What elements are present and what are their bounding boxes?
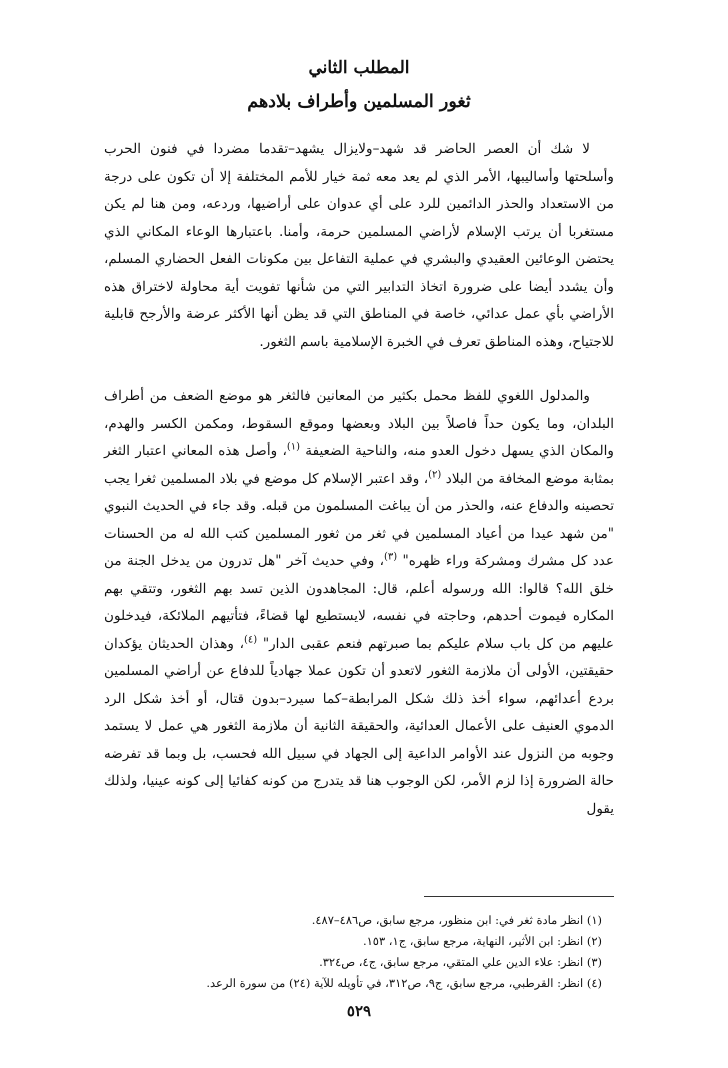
paragraph-text: ، وفي حديث آخر "هل تدرون من يدخل الجنة من خلق الله؟ قالوا: الله ورسوله أعلم، قال: المجاهدون الذين تسد بهم الثغور، وتتقي بهم المكاره فيموت أحدهم، وحاجته في نفسه، لايستطيع لها قضاءً، فتأتيهم الملائكة، فيدخلون عليهم من كل باب سلام عليكم بما صبرتهم فنعم عقبى الدار" xyxy=(104,553,614,652)
paragraph-text: ، وهذان الحديثان يؤكدان حقيقتين، الأولى أن ملازمة الثغور لاتعدو أن تكون عملا جهادياً للدفاع عن أراضي المسلمين بردع أعدائهم، سواء أخذ ذلك شكل المرابطة–كما سيرد–بدون قتال، أو أخذ شكل الرد الدموي العنيف على الأعمال العدائية، والحقيقة الثانية أن ملازمة الثغور هي عمل لا يستمد وجوبه من النزول عند الأوامر الداعية إلى الجهاد في سبيل الله فحسب، بل وبما قد تفرضه حالة الضرورة إذا لزم الأمر، لكن الوجوب هنا قد يتدرج من كونه كفائيا إلى كونه عينيا، ولذلك يقول xyxy=(104,635,614,817)
footnote-separator xyxy=(424,896,614,897)
footnote-reference[interactable]: (٣) xyxy=(384,551,398,563)
footnote-item: (٣) انظر: علاء الدين علي المتقي، مرجع سابق، ج٤، ص٣٢٤. xyxy=(319,955,602,969)
section-heading: المطلب الثاني xyxy=(308,58,410,78)
page-number: ٥٢٩ xyxy=(346,1002,372,1020)
paragraph-text: والمدلول اللغوي للفظ محمل بكثير من المعانين فالثغر هو موضع الضعف من أطراف البلدان، وما يكون حداً فاصلاً بين البلاد وبعضها وموقع السقوط، ومكمن الكسر والهدم، والمكان الذي يسهل دخول العدو منه، والناحية الضعيفة xyxy=(104,388,614,459)
footnotes xyxy=(102,910,602,994)
body-text xyxy=(104,136,614,823)
footnote-reference[interactable]: (٢) xyxy=(428,468,442,480)
paragraph-text: ، وأصل هذه المعاني اعتبار الثغر بمثابة موضع المخافة من البلاد xyxy=(104,443,614,487)
body-paragraph xyxy=(104,383,614,823)
paragraph-text: لا شك أن العصر الحاضر قد شهد–ولايزال يشهد–تقدما مضردا في فنون الحرب وأسلحتها وأساليبها، الأمر الذي لم يعد معه ثمة خيار للأمم المختلفة إلا أن تكون على درجة من الاستعداد والحذر الدائمين للرد على أي عدوان على أراضيها، وردعه، ومن هنا لم يكن مستغربا أن يرتب الإسلام لأراضي المسلمين حرمة، وأمنا. باعتبارها الوعاء المكاني الذي يحتضن الوعائين العقيدي والبشري في عملية التفاعل بين مكونات الفعل الحضاري المسلم، وأن يشدد أيضا على ضرورة اتخاذ التدابير التي من شأنها تفويت أية محاولة لاختراق هذه الأراضي بأي عمل عدائي، خاصة في المناطق التي قد يظن أنها الأكثر عرضة والأرجح قابلية للاجتياح، وهذه المناطق تعرف في الخبرة الإسلامية باسم الثغور. xyxy=(104,141,614,350)
footnote-item: (٤) انظر: القرطبي، مرجع سابق، ج٩، ص٣١٢، في تأويله للآية (٢٤) من سورة الرعد. xyxy=(206,976,602,990)
footnote-item: (١) انظر مادة ثغر في: ابن منظور، مرجع سابق، ص٤٨٦–٤٨٧. xyxy=(311,913,602,927)
body-paragraph xyxy=(104,136,614,356)
page xyxy=(104,52,614,1052)
footnote-item: (٢) انظر: ابن الأثير، النهاية، مرجع سابق، ج١، ١٥٣. xyxy=(362,934,602,948)
footnote-reference[interactable]: (١) xyxy=(286,441,301,453)
page-title: ثغور المسلمين وأطراف بلادهم xyxy=(247,92,471,112)
paragraph-text: ، وقد اعتبر الإسلام كل موضع في بلاد المسلمين ثغرا يجب تحصينه والدفاع عنه، والحذر من أن يباغت المسلمون من قبله. وقد جاء في الحديث النبوي "من شهد عيدا من أعياد المسلمين في ثغر من ثغور المسلمين كتب الله له من الحسنات عدد كل مشرك ومشركة وراء ظهره" xyxy=(104,470,614,569)
footnote-reference[interactable]: (٤) xyxy=(244,633,258,645)
